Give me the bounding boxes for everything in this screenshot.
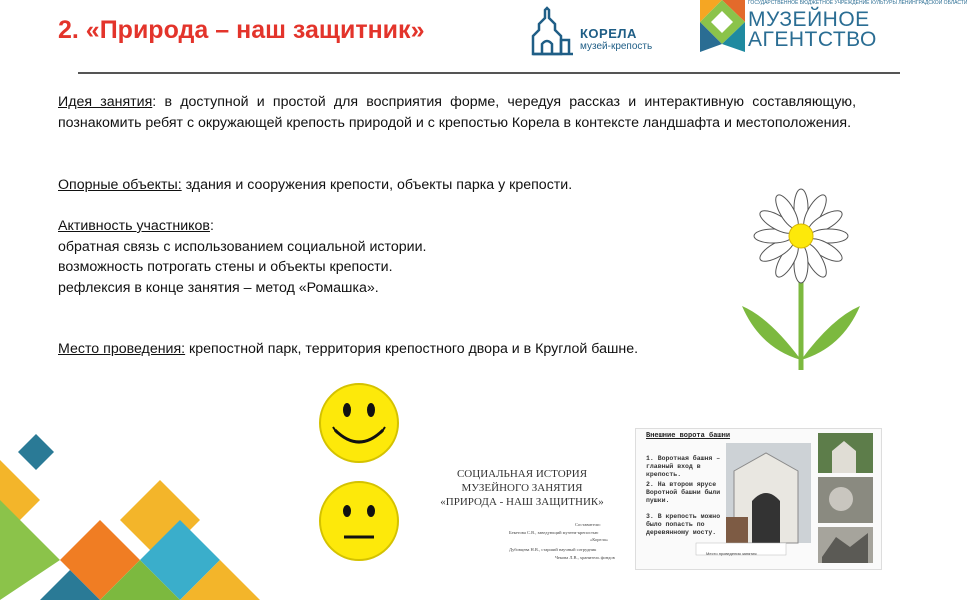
objects-text: здания и сооружения крепости, объекты парка у крепости. — [181, 177, 573, 193]
museum-agency-logo-icon — [700, 0, 745, 52]
gate-slide-point: 2. На втором ярусе Воротной башни были пушки. — [646, 481, 721, 504]
idea-label: Идея занятия — [58, 94, 153, 110]
author-line: Бекетова С.В., заведующий музеем-крепостью — [509, 530, 599, 535]
activity-colon: : — [209, 218, 214, 234]
objects-label: Опорные объекты: — [58, 177, 182, 193]
social-story-slide — [415, 452, 629, 580]
korela-subtitle: музей-крепость — [580, 41, 653, 52]
place-text: крепостной парк, территория крепостного двора и в Круглой башне. — [185, 341, 639, 357]
neutral-smiley-icon — [318, 480, 400, 562]
objects-paragraph — [58, 175, 856, 196]
social-story-title-line: МУЗЕЙНОГО ЗАНЯТИЯ — [461, 482, 583, 494]
idea-paragraph — [58, 92, 856, 133]
gate-tower-slide — [635, 428, 882, 570]
activity-item: обратная связь с использованием социальной истории. — [58, 238, 427, 255]
place-label: Место проведения: — [58, 341, 186, 357]
compilers-label: Составители: — [575, 522, 601, 527]
activity-paragraph — [58, 216, 856, 298]
agency-name-line2: АГЕНТСТВО — [748, 28, 877, 51]
korela-name: КОРЕЛА — [580, 26, 637, 41]
header-divider — [78, 72, 900, 74]
daisy-icon — [740, 188, 862, 378]
author-line: Дубовцева Н.В., старший научный сотрудник — [509, 547, 597, 552]
activity-item: рефлексия в конце занятия – метод «Ромашка». — [58, 279, 379, 296]
agency-small-caption: ГОСУДАРСТВЕННОЕ БЮДЖЕТНОЕ УЧРЕЖДЕНИЕ КУЛЬТУРЫ ЛЕНИНГРАДСКОЙ ОБЛАСТИ — [748, 0, 967, 6]
place-paragraph — [58, 339, 856, 360]
decorative-diamonds — [0, 420, 270, 600]
activity-item: возможность потрогать стены и объекты крепости. — [58, 259, 393, 275]
gate-slide-point: 3. В крепость можно было попасть по деревянному мосту. — [646, 513, 721, 536]
idea-text: : в доступной и простой для восприятия форме, чередуя рассказ и интерактивную составляющую, познакомить ребят с окружающей крепость природой и с крепостью Корела в контексте ландшафта и местоположения. — [58, 94, 857, 131]
agency-name-line1: МУЗЕЙНОЕ — [748, 8, 870, 31]
activity-label: Активность участников — [58, 218, 210, 234]
social-story-title-line: СОЦИАЛЬНАЯ ИСТОРИЯ — [456, 468, 588, 480]
slide-title: 2. «Природа – наш защитник» — [58, 16, 425, 44]
gate-slide-point: 1. Воротная башня – главный вход в крепость. — [646, 455, 721, 478]
happy-smiley-icon — [318, 382, 400, 464]
author-line: Чекова Л.В., хранитель фондов — [555, 555, 615, 560]
gate-slide-heading: Внешние ворота башни — [646, 432, 731, 440]
social-story-title-line: «ПРИРОДА - НАШ ЗАЩИТНИК» — [440, 496, 604, 508]
gate-slide-caption: Место проведения занятия — [706, 551, 757, 556]
author-line: «Корела» — [590, 537, 609, 542]
